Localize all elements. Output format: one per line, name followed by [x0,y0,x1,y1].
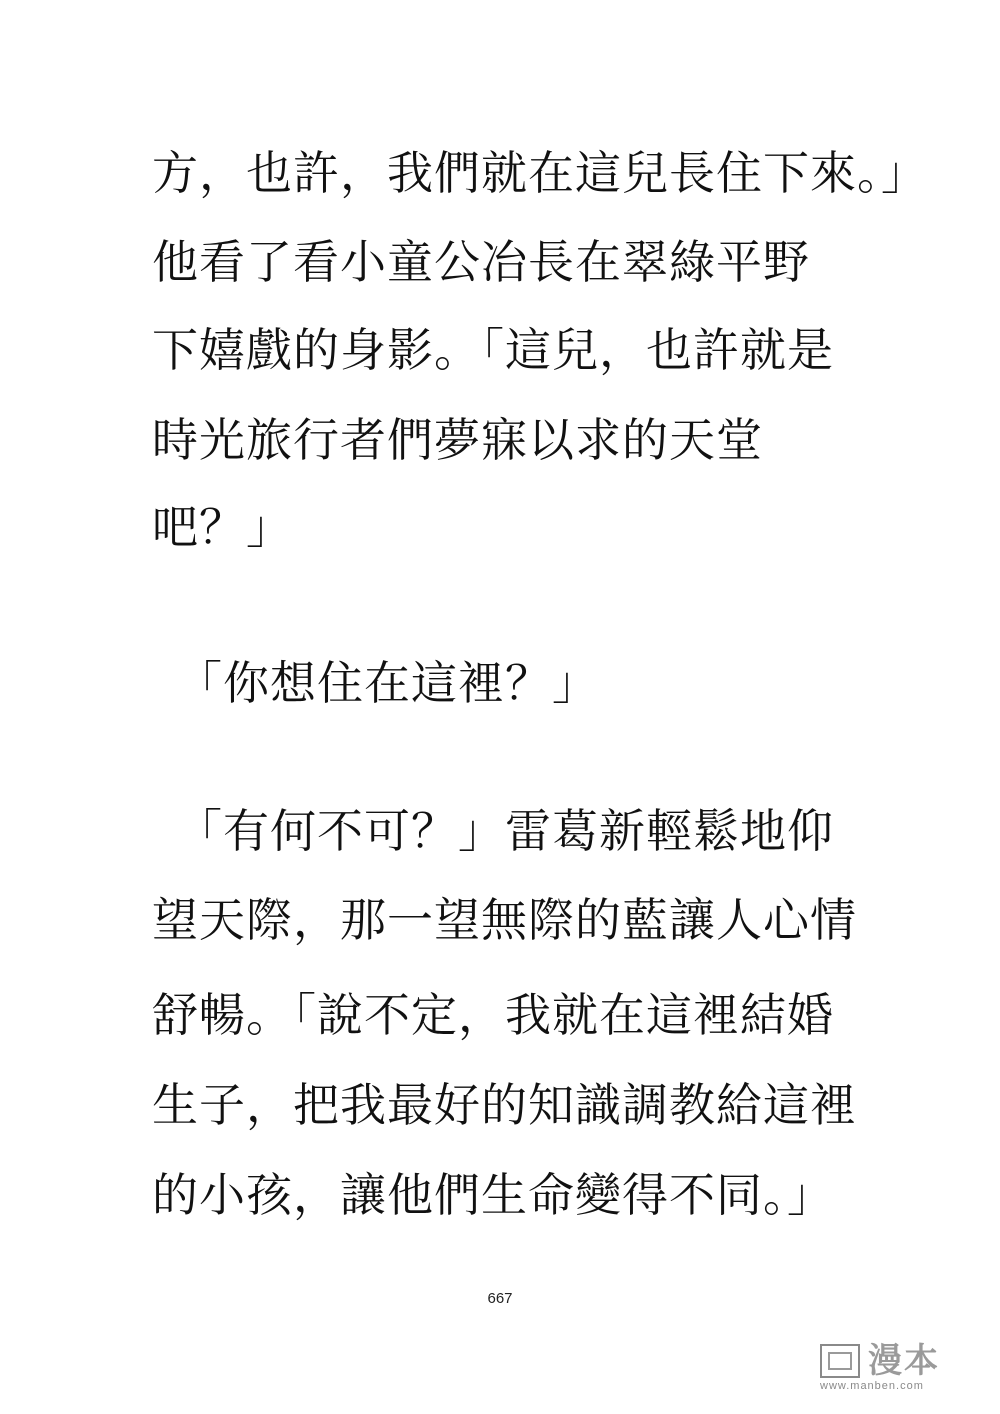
text-line-4: 時光旅行者們夢寐以求的天堂 [152,413,763,467]
text-line-3: 下嬉戲的身影。「這兒，也許就是 [152,323,834,377]
watermark-logo-icon [820,1344,860,1378]
text-line-5: 吧？」 [152,500,293,554]
text-line-6: 「你想住在這裡？」 [152,656,599,710]
text-line-2: 他看了看小童公冶長在翠綠平野 [152,235,810,289]
watermark-url: www.manben.com [820,1380,924,1392]
text-line-1: 方，也許，我們就在這兒長住下來。」 [152,146,928,200]
text-line-10: 生子，把我最好的知識調教給這裡 [152,1078,857,1132]
text-line-7: 「有何不可？」雷葛新輕鬆地仰 [152,804,834,858]
text-line-11: 的小孩，讓他們生命變得不同。」 [152,1168,834,1222]
text-line-8: 望天際，那一望無際的藍讓人心情 [152,893,857,947]
watermark-title: 漫本 [868,1341,940,1381]
page-number: 667 [487,1290,513,1307]
watermark [820,1342,970,1392]
text-line-9: 舒暢。「說不定，我就在這裡結婚 [152,988,834,1042]
